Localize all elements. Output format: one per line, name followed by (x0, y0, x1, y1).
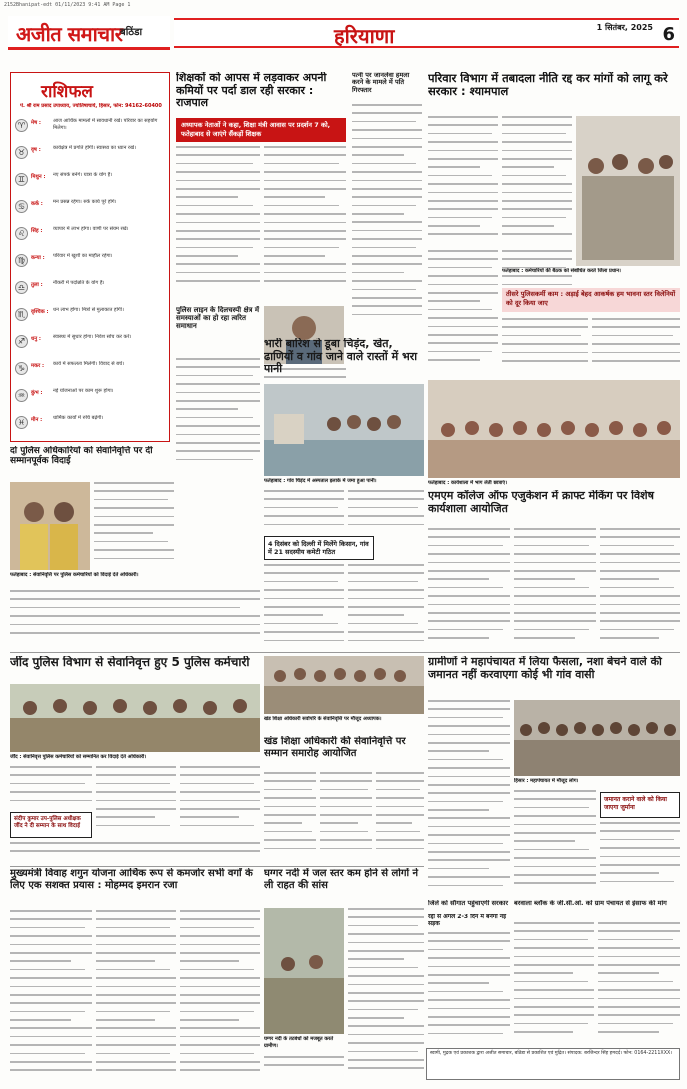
divider (10, 652, 680, 653)
rashifal-row (15, 117, 167, 139)
jind-police-text-3 (180, 766, 260, 838)
rain-text-col-3 (264, 564, 344, 648)
transfer-text-col-5 (502, 318, 588, 376)
edu-officer-headline-block (264, 736, 424, 770)
masthead (8, 16, 679, 66)
rashifal-row (15, 198, 167, 220)
edu-officer-caption: खंड शिक्षा अधिकारी सर्वोपरि के सेवानिवृत्ति पर मौजूद अध्यापक। (264, 716, 382, 722)
zodiac-icon: ♋ (15, 200, 28, 213)
ghaggar-caption: घग्गर नदी के तटबंधों को मजबूत करते ग्रामीण। (264, 1036, 334, 1049)
ghaggar-photo (264, 908, 344, 1034)
rashifal-row (15, 360, 167, 382)
retirement-two-photo (10, 482, 90, 570)
transfer-photo (576, 116, 680, 266)
retirement-two-headline-block (10, 446, 174, 478)
zodiac-prediction: नए संपर्क बनेंगे। यात्रा के योग हैं। (53, 172, 113, 178)
ghaggar-text-2 (264, 1056, 344, 1080)
school-headline-block (514, 900, 680, 920)
zodiac-prediction: मन प्रसन्न रहेगा। रुके कार्य पूरे होंगे। (53, 199, 117, 205)
urban-text (352, 104, 422, 326)
zodiac-name: कुंभ : (31, 390, 43, 396)
college-headline: एमएम कॉलेज ऑफ एजुकेशन में क्राफ्ट मेकिंग पर विशेष कार्यशाला आयोजित (428, 490, 654, 515)
newspaper-logo (8, 16, 170, 50)
issue-date: 1 सितंबर, 2025 (596, 23, 653, 32)
divider (10, 866, 424, 867)
zodiac-icon: ♈ (15, 119, 28, 132)
zodiac-icon: ♓ (15, 416, 28, 429)
urban-headline: पत्नी पर जानलेवा हमला करने के मामले में पति गिरफ्तार (352, 72, 410, 94)
zodiac-icon: ♊ (15, 173, 28, 186)
zodiac-prediction: नौकरी में पदोन्नति के योग हैं। (53, 280, 105, 286)
teachers-headline-block (176, 72, 346, 116)
rashifal-row (15, 144, 167, 166)
zodiac-prediction: परिवार में खुशी का माहौल रहेगा। (53, 253, 113, 259)
zodiac-prediction: धन लाभ होगा। मित्रों से मुलाकात होगी। (53, 307, 124, 313)
imprint-footer: स्वामी, मुद्रक एवं प्रकाशक द्वारा अजीत समाचार, बठिंडा से प्रकाशित एवं मुद्रित। संपादक: बरजिन्दर सिंह हमदर्द। फोन: 0164-2211XXX। (426, 1048, 680, 1080)
page-number: 6 (662, 24, 675, 45)
zodiac-name: सिंह : (31, 228, 43, 234)
marriage-text-2 (96, 910, 176, 1080)
rashifal-row (15, 414, 167, 436)
panchayat-caption: हिसार : महापंचायत में मौजूद लोग। (514, 778, 579, 784)
police-post-headline-block (176, 306, 260, 354)
transfer-headline: परिवार विभाग में तबादला नीति रद्द कर मांगों को लागू करे सरकार : श्यामपाल (428, 72, 668, 99)
zodiac-prediction: स्वास्थ्य में सुधार होगा। निवेश सोच कर करें। (53, 334, 132, 340)
school-text-1 (514, 922, 594, 1042)
zodiac-icon: ♉ (15, 146, 28, 159)
rain-caption: फतेहाबाद : गांव चिड़ंद में अस्पताल इलाके में जमा हुआ पानी। (264, 478, 377, 484)
retirement-two-text-2 (10, 590, 260, 648)
teachers-text-col-1 (176, 146, 260, 296)
rain-text-col-4 (348, 564, 424, 648)
college-caption: फतेहाबाद : कार्यशाला में भाग लेती छात्राएं। (428, 480, 507, 486)
zodiac-icon: ♑ (15, 362, 28, 375)
zodiac-name: मिथुन : (31, 174, 46, 180)
toll-headline: जिले को सौगात पहुंचाएगी सरकार (428, 900, 509, 907)
jind-police-headline-block (10, 656, 260, 680)
zodiac-name: धनु : (31, 336, 41, 342)
zodiac-icon: ♐ (15, 335, 28, 348)
edu-officer-headline: खंड शिक्षा अधिकारी की सेवानिवृत्ति पर सम्मान समारोह आयोजित (264, 736, 406, 759)
transfer-deck: तीसरे पुलिसकर्मी काम : अड़ाई बेहद आकर्षक हम भावना स्तर विलेनियों को दूर किया जाए (502, 288, 680, 312)
rashifal-box (10, 72, 170, 442)
transfer-text-col-3 (428, 250, 498, 374)
panchayat-text-2 (514, 790, 596, 896)
rain-box: 4 दिसंबर को दिल्ली में मिलेंगे किसान, गांव में 21 सदस्यीय कमेटी गठित (264, 536, 374, 560)
marriage-text-1 (10, 910, 92, 1080)
teachers-headline: शिक्षकों को आपस में लड़वाकर अपनी कमियों पर पर्दा डाल रही सरकार : राजपाल (176, 72, 327, 110)
teachers-text-col-2 (264, 146, 346, 296)
jind-police-text-1 (10, 766, 92, 814)
section-band (174, 18, 679, 48)
zodiac-name: तुला : (31, 282, 43, 288)
rashifal-row (15, 333, 167, 355)
panchayat-text-3 (600, 822, 680, 896)
retirement-two-text-1 (94, 482, 174, 570)
section-title: हरियाणा (334, 24, 395, 48)
school-headline: बरवाला ब्लॉक के जी.सी.ओ. को ग्राम पंचायत से इंसाफ की मांग (514, 900, 667, 907)
college-photo (428, 380, 680, 478)
zodiac-icon: ♌ (15, 227, 28, 240)
transfer-text-col-1 (428, 116, 498, 246)
rain-photo (264, 384, 424, 476)
panchayat-headline: ग्रामीणों ने महापंचायत में लिया फैसला, नशा बेचने वाले की जमानत नहीं करवाएगा कोई भी गांव वासी (428, 656, 662, 681)
zodiac-prediction: व्यापार में लाभ होगा। वाणी पर संयम रखें। (53, 226, 129, 232)
edu-officer-text-1 (264, 772, 316, 864)
zodiac-icon: ♏ (15, 308, 28, 321)
toll-sub: रद्दी से अगले 2-3 दिन में बनेगा नई सड़क (428, 914, 507, 927)
print-slug: 2152Bhanipat-edt 01/11/2023 9:41 AM Page 1 (4, 2, 131, 8)
edition-name: बठिंडा (120, 27, 143, 38)
retirement-two-caption: फतेहाबाद : सेवानिवृत्ति पर पुलिस कर्मचारियों को विदाई देते अधिकारी। (10, 572, 139, 578)
zodiac-icon: ♍ (15, 254, 28, 267)
transfer-text-col-2 (502, 116, 572, 246)
college-text-2 (514, 528, 596, 648)
jind-police-caption: जींद : सेवानिवृत्त पुलिस कर्मचारियों को सम्मानित कर विदाई देते अधिकारी। (10, 754, 147, 760)
zodiac-name: वृष : (31, 147, 41, 153)
marriage-text-3 (180, 910, 260, 1080)
police-post-headline: पुलिस लाइन के दिलचस्पी क्षेत्र में समस्याओं का हो रहा त्वरित समाधान (176, 306, 260, 331)
zodiac-name: कन्या : (31, 255, 45, 261)
zodiac-prediction: नई योजनाओं पर काम शुरू होगा। (53, 388, 114, 394)
college-text-1 (428, 528, 510, 648)
panchayat-sub: जमानत कराने वाले को किया जाएगा जुर्माना (600, 792, 680, 818)
rashifal-author: पं. श्री राम प्रसाद उपाध्याय, ज्योतिषाचार्य, हिसार, फोन: 94162-60400 (20, 103, 162, 109)
ghaggar-text-1 (348, 908, 424, 1080)
marriage-headline-block (10, 868, 260, 908)
zodiac-prediction: कार्य में सफलता मिलेगी। विवाद से बचें। (53, 361, 125, 367)
panchayat-text-1 (428, 700, 510, 896)
newspaper-name: अजीत समाचार (16, 22, 123, 46)
zodiac-name: वृश्चिक : (31, 309, 49, 315)
transfer-headline-block (428, 72, 680, 112)
rashifal-row (15, 306, 167, 328)
zodiac-icon: ♒ (15, 389, 28, 402)
zodiac-name: कर्क : (31, 201, 43, 207)
toll-sub-block (428, 914, 518, 930)
rashifal-row (15, 387, 167, 409)
panchayat-photo (514, 700, 680, 776)
zodiac-prediction: कार्यक्षेत्र में प्रगति होगी। स्वास्थ्य का ध्यान रखें। (53, 145, 136, 151)
rashifal-row (15, 225, 167, 247)
rashifal-title: राशिफल (41, 82, 93, 102)
college-headline-block (428, 490, 680, 524)
rain-headline: भारी बारिश से डूबा चिड़ंद, खेत, ढाणियों व गांव जाने वाले रास्तों में भरा पानी (264, 338, 418, 376)
jind-police-headline: जींद पुलिस विभाग से सेवानिवृत्त हुए 5 पुलिस कर्मचारी (10, 656, 250, 669)
rain-headline-block (264, 338, 424, 380)
rain-text-col-1 (264, 490, 344, 534)
edu-officer-text-3 (376, 772, 424, 864)
panchayat-headline-block (428, 656, 680, 698)
jind-police-sub: संदीप कुमार उप-पुलिस अधीक्षक जींद ने दी सम्मान के साथ विदाई (10, 812, 92, 838)
rashifal-row (15, 171, 167, 193)
teachers-deck: अध्यापक नेताओं ने कहा, शिक्षा मंत्री आवास पर प्रदर्शन 7 को, फतेहाबाद से जाएंगे सैंकड़ों शिक्षक (176, 118, 346, 142)
zodiac-icon: ♎ (15, 281, 28, 294)
jind-police-photo (10, 684, 260, 752)
edu-officer-text-2 (320, 772, 372, 864)
ghaggar-headline: घग्गर नदी में जल स्तर कम होने से लोगों ने ली राहत की सांस (264, 868, 419, 891)
jind-police-text-2 (96, 766, 176, 838)
transfer-text-col-6 (592, 318, 680, 376)
edu-officer-photo (264, 656, 424, 714)
jind-police-text-4 (10, 842, 260, 862)
transfer-caption: फतेहाबाद : कर्मचारियों की बैठक को संबोधित करते जिला प्रधान। (502, 268, 621, 274)
zodiac-name: मेष : (31, 120, 41, 126)
school-text-2 (598, 922, 680, 1042)
rain-text-col-2 (348, 490, 424, 534)
urban-headline-block (352, 72, 422, 102)
rashifal-row (15, 252, 167, 274)
police-post-text (176, 358, 260, 468)
retirement-two-headline: दो पुलिस अधिकारियों को सेवानिवृत्ति पर दी सम्मानपूर्वक विदाई (10, 446, 153, 467)
zodiac-name: मीन : (31, 417, 43, 423)
rashifal-row (15, 279, 167, 301)
zodiac-prediction: आज आर्थिक मामलों में सावधानी रखें। परिवार का सहयोग मिलेगा। (53, 118, 158, 131)
zodiac-name: मकर : (31, 363, 45, 369)
toll-text (428, 932, 510, 1042)
ghaggar-headline-block (264, 868, 424, 904)
marriage-headline: मुख्यमंत्री विवाह शगुन योजना आर्थिक रूप से कमजोर सभी वर्गों के लिए एक सशक्त प्रयास : मोहम्मद इमरान रजा (10, 868, 253, 891)
zodiac-prediction: धार्मिक कार्यों में रुचि बढ़ेगी। (53, 415, 104, 421)
college-text-3 (600, 528, 680, 648)
